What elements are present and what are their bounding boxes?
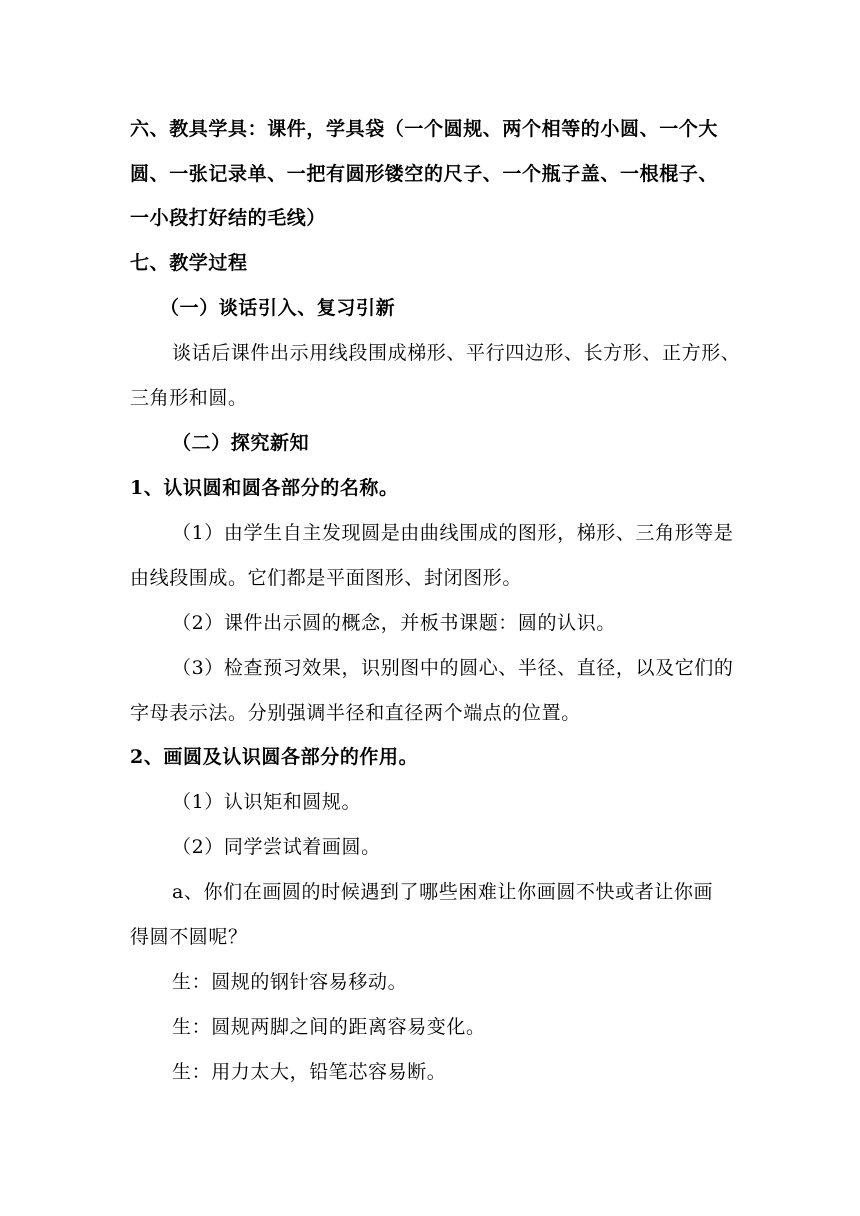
paragraph-line: （3）检查预习效果，识别图中的圆心、半径、直径，以及它们的	[172, 657, 734, 679]
paragraph-line: 由线段围成。它们都是平面图形、封闭图形。	[130, 567, 523, 589]
paragraph-line: 得圆不圆呢？	[130, 926, 248, 948]
student-response: 生：用力太大，铅笔芯容易断。	[172, 1061, 447, 1083]
section-six-line-3: 一小段打好结的毛线）	[130, 207, 327, 229]
item-two-heading: 2、画圆及认识圆各部分的作用。	[130, 746, 419, 768]
item-one-heading: 1、认识圆和圆各部分的名称。	[130, 477, 399, 499]
subsection-one-heading: （一）谈话引入、复习引新	[160, 297, 396, 319]
section-seven-heading: 七、教学过程	[130, 252, 248, 274]
paragraph-line: 谈话后课件出示用线段围成梯形、平行四边形、长方形、正方形、	[172, 342, 741, 364]
paragraph-line: （1）认识矩和圆规。	[172, 791, 362, 813]
section-six-line-1: 六、教具学具：课件，学具袋（一个圆规、两个相等的小圆、一个大	[130, 118, 719, 140]
paragraph-line: 三角形和圆。	[130, 387, 248, 409]
paragraph-line: （2）同学尝试着画圆。	[172, 836, 381, 858]
section-six-line-2: 圆、一张记录单、一把有圆形镂空的尺子、一个瓶子盖、一根棍子、	[130, 163, 719, 185]
paragraph-line: （2）课件出示圆的概念，并板书课题：圆的认识。	[172, 612, 616, 634]
paragraph-line: （1）由学生自主发现圆是由曲线围成的图形，梯形、三角形等是	[172, 522, 734, 544]
student-response: 生：圆规的钢针容易移动。	[172, 971, 408, 993]
paragraph-line: 字母表示法。分别强调半径和直径两个端点的位置。	[130, 702, 581, 724]
subsection-two-heading: （二）探究新知	[172, 432, 310, 454]
paragraph-line: a、你们在画圆的时候遇到了哪些困难让你画圆不快或者让你画	[172, 881, 714, 903]
student-response: 生：圆规两脚之间的距离容易变化。	[172, 1016, 486, 1038]
